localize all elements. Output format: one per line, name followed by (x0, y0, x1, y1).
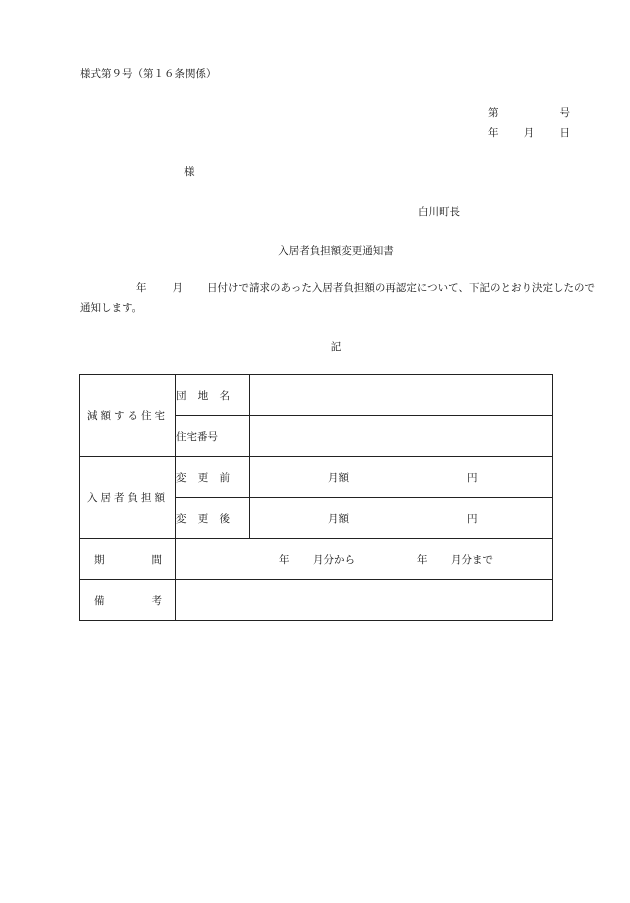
doc-number-suffix: 号 (559, 107, 570, 119)
table-row (80, 539, 553, 580)
period-to-month: 月分まで (451, 554, 493, 566)
housing-number-label: 住宅番号 (176, 416, 250, 457)
period-from-year: 年 (279, 554, 290, 566)
table-row (80, 457, 553, 498)
period-field[interactable] (176, 539, 553, 580)
form-number: 様式第９号（第１６条関係） (80, 68, 217, 80)
period-label: 期 間 (80, 539, 176, 580)
body-month: 月 (172, 282, 183, 294)
monthly-label: 月額 (328, 513, 349, 525)
date-day: 日 (559, 127, 570, 139)
yen-label: 円 (467, 472, 478, 484)
addressee: 様 (184, 166, 195, 178)
period-to-year: 年 (417, 554, 428, 566)
period-from-month: 月分から (313, 554, 355, 566)
doc-number-prefix: 第 (488, 107, 499, 119)
document-number (488, 105, 570, 120)
remarks-label: 備 考 (80, 580, 176, 621)
monthly-label: 月額 (328, 472, 349, 484)
body-sentence: 日付けで請求のあった入居者負担額の再認定について、下記のとおり決定したので通知します。 (80, 282, 595, 314)
remarks-field[interactable] (176, 580, 553, 621)
date-year: 年 (488, 127, 499, 139)
complex-name-field[interactable] (250, 375, 553, 416)
before-change-amount-field[interactable] (250, 457, 553, 498)
before-change-label: 変 更 前 (176, 457, 250, 498)
date-month: 月 (523, 127, 535, 139)
document-date (488, 125, 570, 140)
body-text (80, 278, 600, 318)
table-row (80, 375, 553, 416)
housing-number-field[interactable] (250, 416, 553, 457)
document-title: 入居者負担額変更通知書 (278, 245, 394, 257)
ki-marker: 記 (330, 341, 342, 353)
burden-category: 入居者負担額 (80, 457, 176, 539)
sender-name: 白川町長 (418, 206, 460, 218)
after-change-label: 変 更 後 (176, 498, 250, 539)
yen-label: 円 (467, 513, 478, 525)
table-row (80, 580, 553, 621)
reduced-housing-category: 減額する住宅 (80, 375, 176, 457)
body-year: 年 (136, 282, 147, 294)
complex-name-label: 団 地 名 (176, 375, 250, 416)
after-change-amount-field[interactable] (250, 498, 553, 539)
detail-table (79, 374, 553, 621)
